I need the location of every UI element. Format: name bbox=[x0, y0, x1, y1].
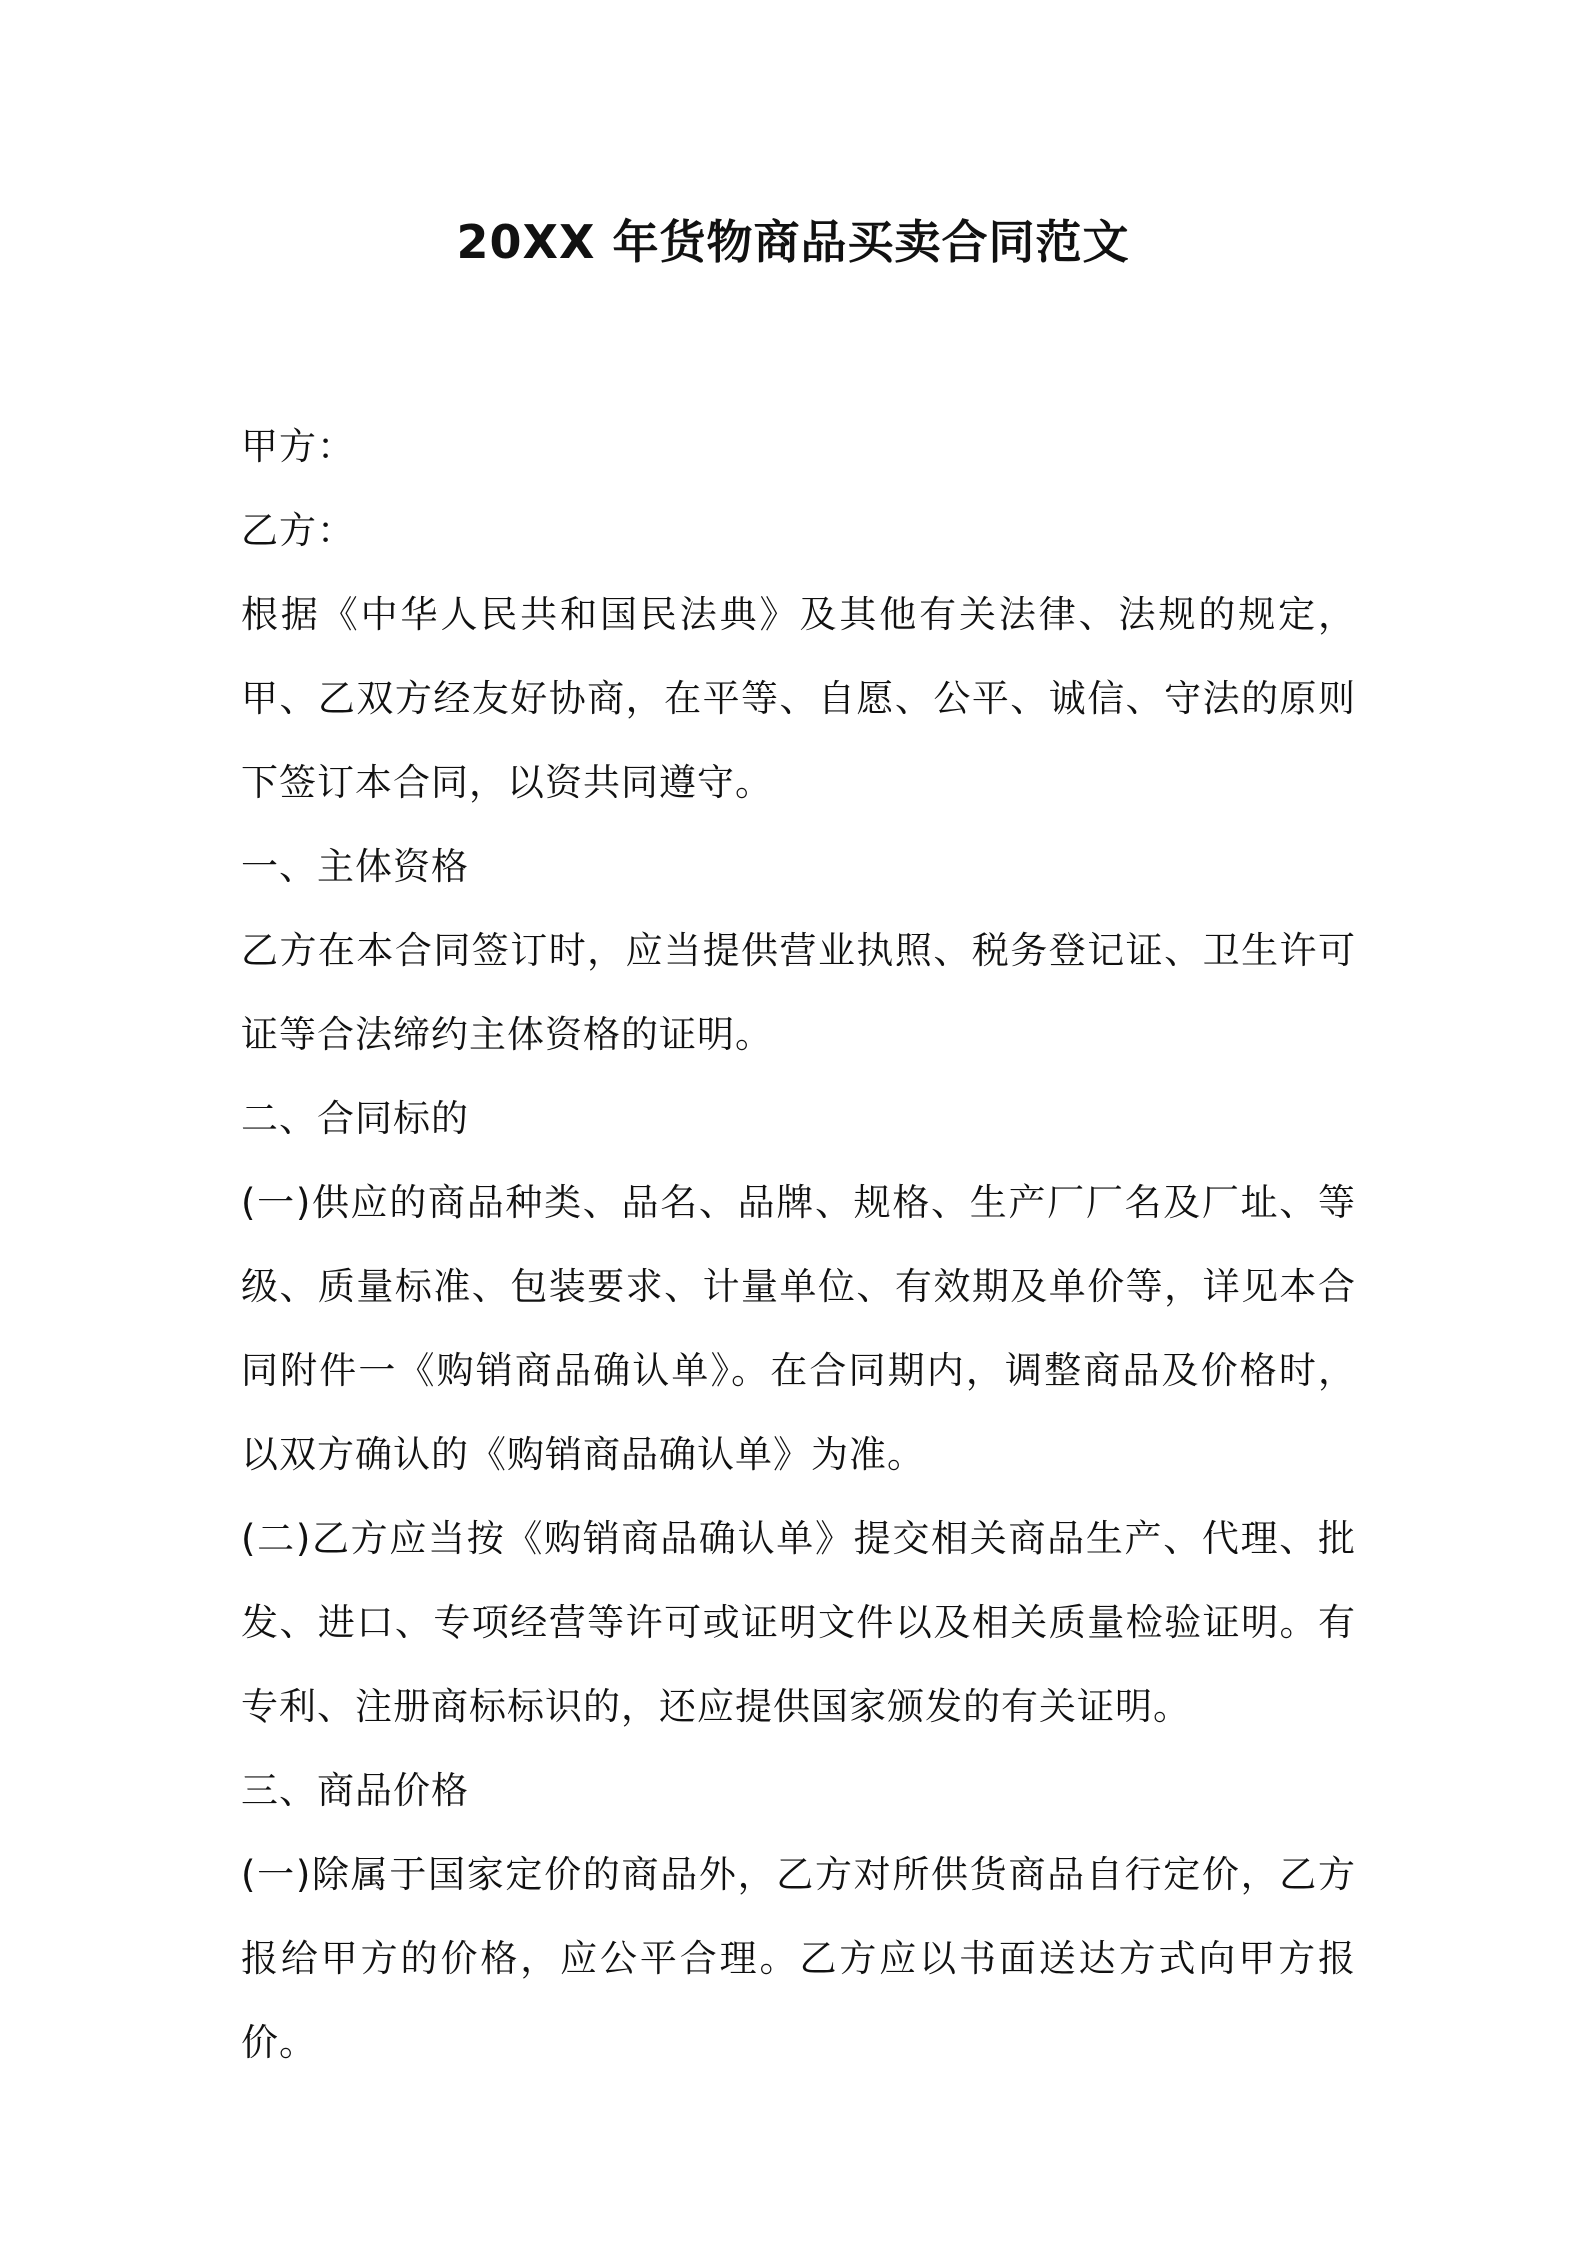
document-body bbox=[241, 405, 1356, 2085]
section-heading-1: 一、主体资格 bbox=[241, 845, 469, 888]
document-title: 20XX 年货物商品买卖合同范文 bbox=[456, 215, 1130, 269]
preamble-paragraph: 根据《中华人民共和国民法典》及其他有关法律、法规的规定，甲、乙双方经友好协商，在平等、自愿、公平、诚信、守法的原则下签订本合同，以资共同遵守。 bbox=[241, 593, 1356, 804]
section-2-clause-2: (二)乙方应当按《购销商品确认单》提交相关商品生产、代理、批发、进口、专项经营等许可或证明文件以及相关质量检验证明。有专利、注册商标标识的，还应提供国家颁发的有关证明。 bbox=[241, 1517, 1356, 1728]
section-heading-2: 二、合同标的 bbox=[241, 1097, 469, 1140]
party-a-line: 甲方： bbox=[241, 425, 355, 468]
party-b-line: 乙方： bbox=[241, 509, 355, 552]
section-3-clause-1: (一)除属于国家定价的商品外，乙方对所供货商品自行定价，乙方报给甲方的价格，应公平合理。乙方应以书面送达方式向甲方报价。 bbox=[241, 1853, 1356, 2064]
section-heading-3: 三、商品价格 bbox=[241, 1769, 469, 1812]
section-1-paragraph: 乙方在本合同签订时，应当提供营业执照、税务登记证、卫生许可证等合法缔约主体资格的证明。 bbox=[241, 929, 1356, 1056]
section-2-clause-1: (一)供应的商品种类、品名、品牌、规格、生产厂厂名及厂址、等级、质量标准、包装要求、计量单位、有效期及单价等，详见本合同附件一《购销商品确认单》。在合同期内，调整商品及价格时，以双方确认的《购销商品确认单》为准。 bbox=[241, 1181, 1356, 1476]
